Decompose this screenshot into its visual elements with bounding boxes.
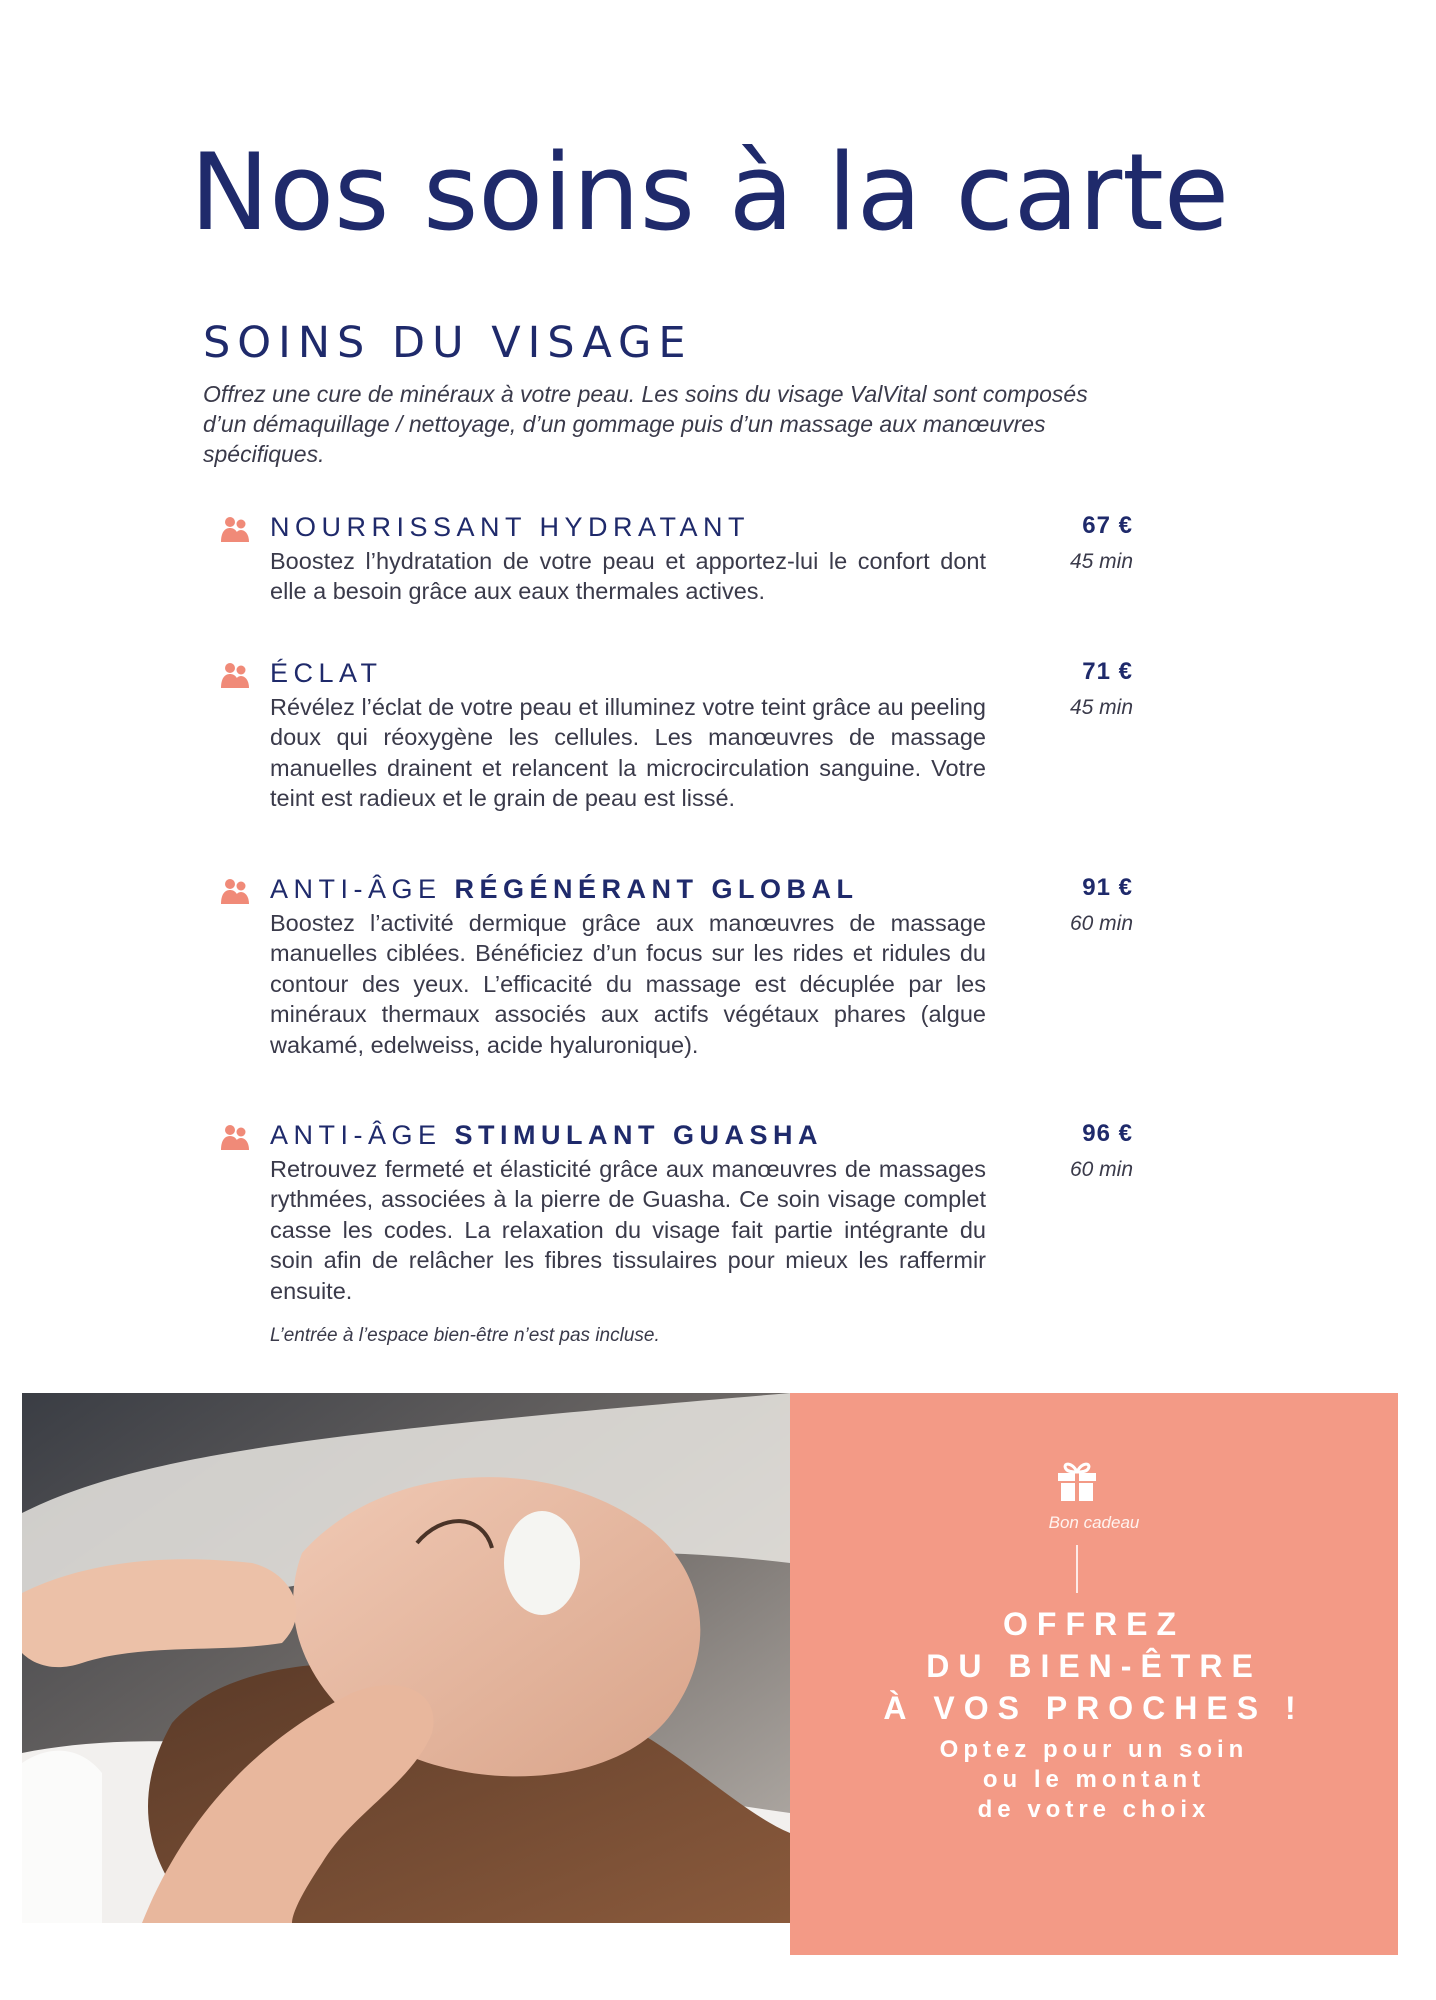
- treatment-price: 96 €: [1082, 1120, 1133, 1147]
- treatment-duration: 60 min: [1069, 1158, 1133, 1181]
- gift-card-promo: [790, 1393, 1398, 1955]
- treatment-price: 71 €: [1082, 658, 1133, 685]
- treatment-duration: 60 min: [1069, 912, 1133, 935]
- divider: [1076, 1545, 1078, 1593]
- facial-massage-photo: [22, 1393, 790, 1923]
- two-people-icon: [220, 662, 250, 688]
- disclaimer-note: L’entrée à l’espace bien-être n’est pas incluse.: [270, 1325, 660, 1346]
- treatment-item: [220, 874, 1140, 1064]
- gift-icon: [1054, 1457, 1100, 1503]
- two-people-icon: [220, 878, 250, 904]
- treatment-name: ÉCLAT: [270, 658, 383, 688]
- promo-subtext: Optez pour un soin ou le montant de votre choix: [939, 1736, 1249, 1823]
- treatment-name: ANTI-ÂGE RÉGÉNÉRANT GLOBAL: [270, 874, 859, 904]
- two-people-icon: [220, 1124, 250, 1150]
- promo-headline: OFFREZ DU BIEN-ÊTRE À VOS PROCHES !: [883, 1606, 1305, 1726]
- treatment-item: [220, 512, 1140, 605]
- treatment-description: Révélez l’éclat de votre peau et illuminez votre teint grâce au peeling doux qui réoxygène les cellules. Les manœuvres de massage manuelles drainent et relancent la microcirculation sanguine. Votre teint est radieux et le grain de peau est lissé.: [270, 694, 986, 812]
- two-people-icon: [220, 516, 250, 542]
- treatment-description: Boostez l’activité dermique grâce aux manœuvres de massage manuelles ciblées. Bénéficiez d’un focus sur les rides et ridules du contour des yeux. L’efficacité du massage est décuplée par les minéraux thermaux associés aux actifs végétaux phares (algue wakamé, edelweiss, acide hyaluronique).: [270, 910, 986, 1058]
- section-intro: Offrez une cure de minéraux à votre peau. Les soins du visage ValVital sont composés d’un démaquillage / nettoyage, d’un gommage puis d’un massage aux manœuvres spécifiques.: [203, 381, 1088, 467]
- treatment-description: Boostez l’hydratation de votre peau et apportez-lui le confort dont elle a besoin grâce aux eaux thermales actives.: [270, 548, 986, 605]
- treatment-price: 67 €: [1082, 512, 1133, 539]
- treatment-name: NOURRISSANT HYDRATANT: [270, 512, 751, 542]
- treatment-item: [220, 1120, 1140, 1310]
- page-title: Nos soins à la carte: [190, 131, 1230, 254]
- section-title: SOINS DU VISAGE: [203, 318, 693, 368]
- gift-label: Bon cadeau: [1048, 1513, 1140, 1532]
- treatment-duration: 45 min: [1069, 696, 1133, 719]
- treatment-price: 91 €: [1082, 874, 1133, 901]
- treatment-description: Retrouvez fermeté et élasticité grâce aux manœuvres de massages rythmées, associées à la pierre de Guasha. Ce soin visage complet casse les codes. La relaxation du visage fait partie intégrante du soin afin de relâcher les fibres tissulaires pour mieux les raffermir ensuite.: [270, 1156, 986, 1304]
- treatment-duration: 45 min: [1069, 550, 1133, 573]
- treatment-name: ANTI-ÂGE STIMULANT GUASHA: [270, 1120, 823, 1150]
- treatment-item: [220, 658, 1140, 812]
